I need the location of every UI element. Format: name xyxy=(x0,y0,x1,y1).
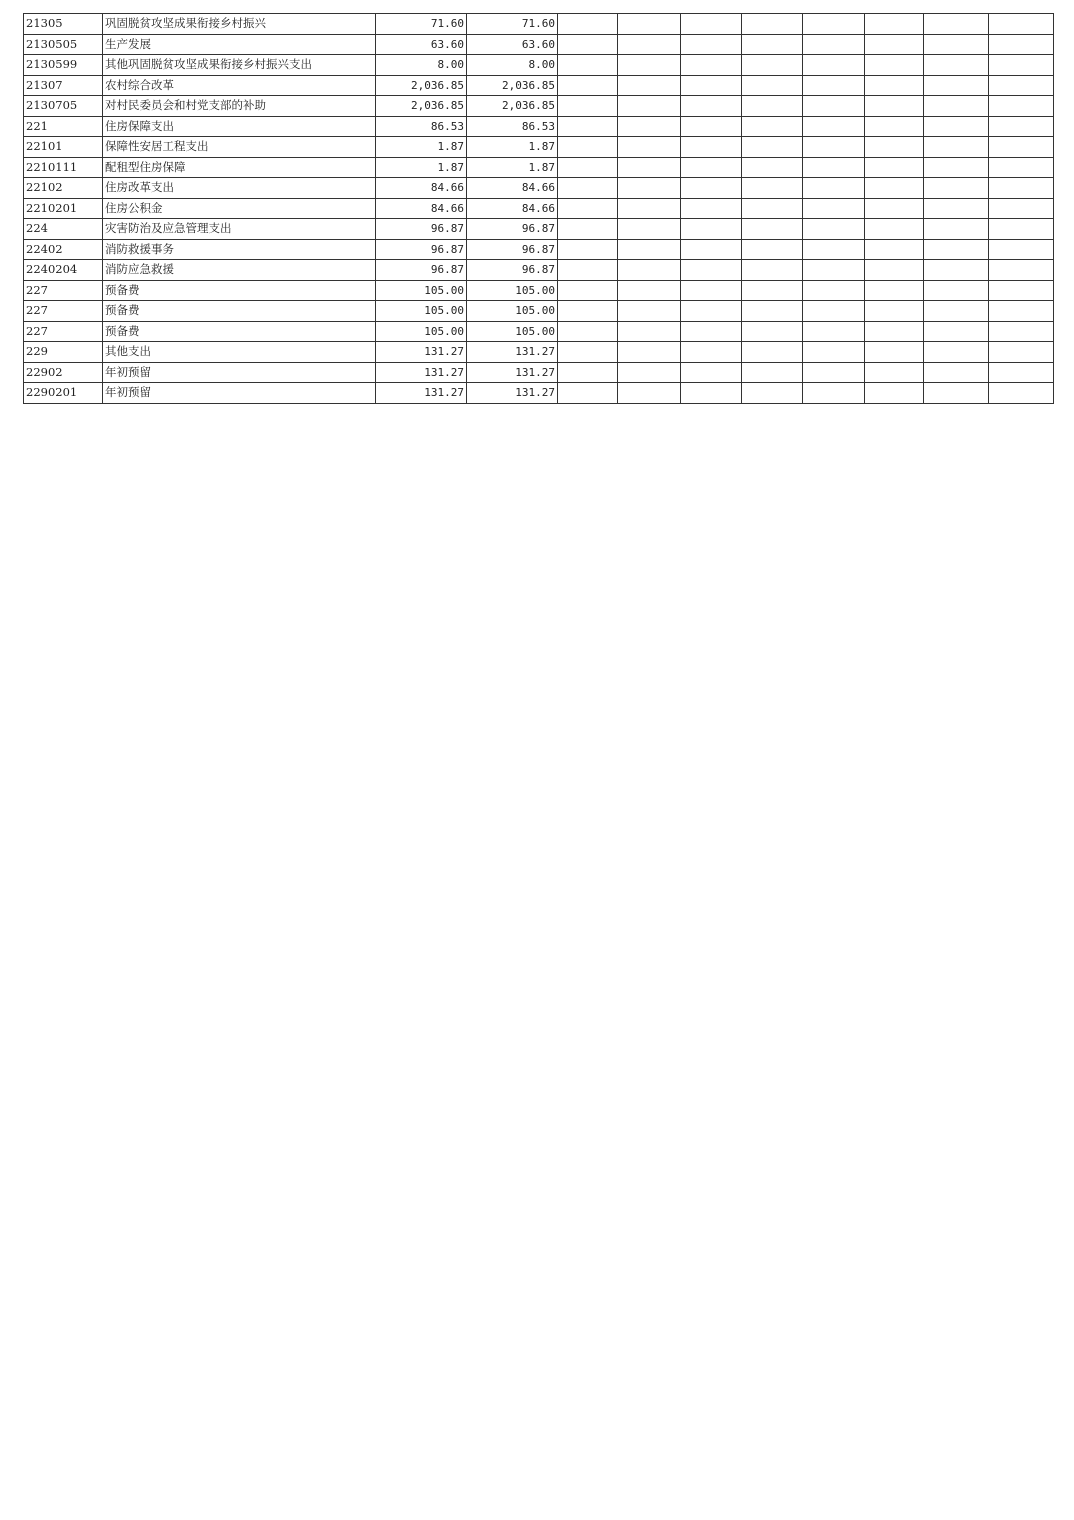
empty-cell xyxy=(989,34,1054,55)
subject-code-cell: 227 xyxy=(24,301,103,322)
empty-cell xyxy=(618,55,681,76)
empty-cell xyxy=(803,14,865,35)
subject-code-cell: 2240204 xyxy=(24,260,103,281)
table-row xyxy=(24,321,1054,342)
empty-cell xyxy=(865,342,924,363)
empty-cell xyxy=(865,137,924,158)
total-amount-cell: 84.66 xyxy=(376,198,467,219)
empty-cell xyxy=(803,34,865,55)
subject-code-cell: 2130599 xyxy=(24,55,103,76)
amount-cell: 63.60 xyxy=(467,34,558,55)
subject-code-cell: 2210201 xyxy=(24,198,103,219)
empty-cell xyxy=(742,301,803,322)
subject-code-cell: 22102 xyxy=(24,178,103,199)
empty-cell xyxy=(803,301,865,322)
subject-code-cell: 21307 xyxy=(24,75,103,96)
subject-code-cell: 227 xyxy=(24,321,103,342)
empty-cell xyxy=(803,178,865,199)
table-row xyxy=(24,260,1054,281)
amount-cell: 84.66 xyxy=(467,178,558,199)
table-row xyxy=(24,55,1054,76)
empty-cell xyxy=(924,342,989,363)
empty-cell xyxy=(742,362,803,383)
total-amount-cell: 105.00 xyxy=(376,301,467,322)
empty-cell xyxy=(618,260,681,281)
empty-cell xyxy=(803,137,865,158)
subject-code-cell: 22101 xyxy=(24,137,103,158)
empty-cell xyxy=(681,219,742,240)
empty-cell xyxy=(742,34,803,55)
empty-cell xyxy=(558,14,618,35)
subject-code-cell: 21305 xyxy=(24,14,103,35)
empty-cell xyxy=(742,239,803,260)
empty-cell xyxy=(989,301,1054,322)
empty-cell xyxy=(742,14,803,35)
empty-cell xyxy=(618,342,681,363)
empty-cell xyxy=(865,219,924,240)
empty-cell xyxy=(865,178,924,199)
amount-cell: 96.87 xyxy=(467,260,558,281)
table-row xyxy=(24,383,1054,404)
empty-cell xyxy=(558,362,618,383)
total-amount-cell: 131.27 xyxy=(376,362,467,383)
total-amount-cell: 105.00 xyxy=(376,280,467,301)
empty-cell xyxy=(803,219,865,240)
empty-cell xyxy=(742,260,803,281)
amount-cell: 131.27 xyxy=(467,383,558,404)
empty-cell xyxy=(742,75,803,96)
empty-cell xyxy=(803,75,865,96)
table-row xyxy=(24,157,1054,178)
total-amount-cell: 86.53 xyxy=(376,116,467,137)
empty-cell xyxy=(681,178,742,199)
empty-cell xyxy=(558,280,618,301)
empty-cell xyxy=(558,198,618,219)
empty-cell xyxy=(681,198,742,219)
empty-cell xyxy=(924,157,989,178)
empty-cell xyxy=(558,383,618,404)
subject-name-cell: 巩固脱贫攻坚成果衔接乡村振兴 xyxy=(103,14,376,35)
empty-cell xyxy=(618,116,681,137)
empty-cell xyxy=(803,260,865,281)
empty-cell xyxy=(681,96,742,117)
empty-cell xyxy=(742,96,803,117)
amount-cell: 2,036.85 xyxy=(467,96,558,117)
total-amount-cell: 63.60 xyxy=(376,34,467,55)
empty-cell xyxy=(618,157,681,178)
empty-cell xyxy=(989,239,1054,260)
amount-cell: 96.87 xyxy=(467,239,558,260)
amount-cell: 131.27 xyxy=(467,342,558,363)
empty-cell xyxy=(989,137,1054,158)
empty-cell xyxy=(681,280,742,301)
subject-name-cell: 预备费 xyxy=(103,301,376,322)
empty-cell xyxy=(803,157,865,178)
empty-cell xyxy=(924,55,989,76)
empty-cell xyxy=(989,383,1054,404)
subject-name-cell: 灾害防治及应急管理支出 xyxy=(103,219,376,240)
empty-cell xyxy=(742,342,803,363)
empty-cell xyxy=(558,96,618,117)
subject-name-cell: 住房保障支出 xyxy=(103,116,376,137)
table-row xyxy=(24,280,1054,301)
amount-cell: 84.66 xyxy=(467,198,558,219)
empty-cell xyxy=(558,178,618,199)
amount-cell: 86.53 xyxy=(467,116,558,137)
empty-cell xyxy=(989,280,1054,301)
empty-cell xyxy=(803,116,865,137)
empty-cell xyxy=(681,301,742,322)
empty-cell xyxy=(924,34,989,55)
empty-cell xyxy=(989,362,1054,383)
empty-cell xyxy=(865,55,924,76)
empty-cell xyxy=(803,198,865,219)
subject-code-cell: 2290201 xyxy=(24,383,103,404)
empty-cell xyxy=(989,116,1054,137)
empty-cell xyxy=(558,116,618,137)
empty-cell xyxy=(681,137,742,158)
empty-cell xyxy=(742,178,803,199)
empty-cell xyxy=(989,178,1054,199)
amount-cell: 71.60 xyxy=(467,14,558,35)
empty-cell xyxy=(618,137,681,158)
empty-cell xyxy=(742,219,803,240)
subject-name-cell: 预备费 xyxy=(103,321,376,342)
empty-cell xyxy=(618,383,681,404)
subject-name-cell: 对村民委员会和村党支部的补助 xyxy=(103,96,376,117)
total-amount-cell: 2,036.85 xyxy=(376,75,467,96)
empty-cell xyxy=(865,34,924,55)
table-row xyxy=(24,116,1054,137)
subject-code-cell: 221 xyxy=(24,116,103,137)
table-row xyxy=(24,301,1054,322)
empty-cell xyxy=(618,198,681,219)
empty-cell xyxy=(618,219,681,240)
table-row xyxy=(24,178,1054,199)
empty-cell xyxy=(803,383,865,404)
total-amount-cell: 96.87 xyxy=(376,260,467,281)
subject-code-cell: 2130505 xyxy=(24,34,103,55)
total-amount-cell: 96.87 xyxy=(376,219,467,240)
empty-cell xyxy=(865,239,924,260)
empty-cell xyxy=(865,198,924,219)
empty-cell xyxy=(989,198,1054,219)
subject-name-cell: 保障性安居工程支出 xyxy=(103,137,376,158)
empty-cell xyxy=(681,260,742,281)
empty-cell xyxy=(989,14,1054,35)
empty-cell xyxy=(681,239,742,260)
amount-cell: 96.87 xyxy=(467,219,558,240)
subject-code-cell: 2130705 xyxy=(24,96,103,117)
empty-cell xyxy=(742,321,803,342)
empty-cell xyxy=(681,34,742,55)
empty-cell xyxy=(558,219,618,240)
empty-cell xyxy=(924,239,989,260)
empty-cell xyxy=(989,157,1054,178)
empty-cell xyxy=(924,321,989,342)
empty-cell xyxy=(989,55,1054,76)
empty-cell xyxy=(558,260,618,281)
empty-cell xyxy=(803,55,865,76)
subject-name-cell: 消防救援事务 xyxy=(103,239,376,260)
subject-name-cell: 年初预留 xyxy=(103,362,376,383)
empty-cell xyxy=(618,14,681,35)
empty-cell xyxy=(989,342,1054,363)
total-amount-cell: 8.00 xyxy=(376,55,467,76)
empty-cell xyxy=(618,301,681,322)
empty-cell xyxy=(681,75,742,96)
empty-cell xyxy=(558,239,618,260)
empty-cell xyxy=(865,301,924,322)
total-amount-cell: 1.87 xyxy=(376,137,467,158)
subject-name-cell: 预备费 xyxy=(103,280,376,301)
empty-cell xyxy=(681,383,742,404)
empty-cell xyxy=(924,280,989,301)
amount-cell: 105.00 xyxy=(467,280,558,301)
empty-cell xyxy=(618,280,681,301)
empty-cell xyxy=(803,362,865,383)
empty-cell xyxy=(865,260,924,281)
empty-cell xyxy=(618,321,681,342)
amount-cell: 105.00 xyxy=(467,301,558,322)
empty-cell xyxy=(742,157,803,178)
subject-name-cell: 生产发展 xyxy=(103,34,376,55)
table-row xyxy=(24,14,1054,35)
subject-code-cell: 229 xyxy=(24,342,103,363)
empty-cell xyxy=(742,116,803,137)
empty-cell xyxy=(924,137,989,158)
empty-cell xyxy=(989,219,1054,240)
table-row xyxy=(24,198,1054,219)
table-body xyxy=(24,14,1054,404)
table-row xyxy=(24,75,1054,96)
empty-cell xyxy=(681,157,742,178)
empty-cell xyxy=(618,75,681,96)
total-amount-cell: 2,036.85 xyxy=(376,96,467,117)
table-row xyxy=(24,342,1054,363)
empty-cell xyxy=(865,321,924,342)
empty-cell xyxy=(618,178,681,199)
subject-name-cell: 住房公积金 xyxy=(103,198,376,219)
empty-cell xyxy=(618,362,681,383)
empty-cell xyxy=(681,362,742,383)
empty-cell xyxy=(558,342,618,363)
empty-cell xyxy=(742,198,803,219)
empty-cell xyxy=(924,383,989,404)
empty-cell xyxy=(558,137,618,158)
empty-cell xyxy=(924,14,989,35)
subject-name-cell: 农村综合改革 xyxy=(103,75,376,96)
empty-cell xyxy=(924,75,989,96)
empty-cell xyxy=(803,342,865,363)
empty-cell xyxy=(803,321,865,342)
table-row xyxy=(24,137,1054,158)
total-amount-cell: 105.00 xyxy=(376,321,467,342)
empty-cell xyxy=(681,116,742,137)
empty-cell xyxy=(742,55,803,76)
empty-cell xyxy=(558,75,618,96)
empty-cell xyxy=(865,14,924,35)
subject-code-cell: 2210111 xyxy=(24,157,103,178)
table-row xyxy=(24,96,1054,117)
amount-cell: 2,036.85 xyxy=(467,75,558,96)
subject-name-cell: 其他巩固脱贫攻坚成果衔接乡村振兴支出 xyxy=(103,55,376,76)
table-row xyxy=(24,239,1054,260)
subject-code-cell: 227 xyxy=(24,280,103,301)
table-row xyxy=(24,219,1054,240)
empty-cell xyxy=(681,342,742,363)
amount-cell: 1.87 xyxy=(467,157,558,178)
empty-cell xyxy=(742,280,803,301)
empty-cell xyxy=(989,321,1054,342)
subject-code-cell: 22402 xyxy=(24,239,103,260)
empty-cell xyxy=(924,96,989,117)
empty-cell xyxy=(865,75,924,96)
table-row xyxy=(24,362,1054,383)
total-amount-cell: 131.27 xyxy=(376,342,467,363)
empty-cell xyxy=(558,321,618,342)
empty-cell xyxy=(865,280,924,301)
subject-name-cell: 其他支出 xyxy=(103,342,376,363)
subject-code-cell: 22902 xyxy=(24,362,103,383)
subject-name-cell: 年初预留 xyxy=(103,383,376,404)
empty-cell xyxy=(803,239,865,260)
empty-cell xyxy=(989,96,1054,117)
empty-cell xyxy=(558,301,618,322)
amount-cell: 8.00 xyxy=(467,55,558,76)
total-amount-cell: 131.27 xyxy=(376,383,467,404)
subject-name-cell: 住房改革支出 xyxy=(103,178,376,199)
total-amount-cell: 1.87 xyxy=(376,157,467,178)
empty-cell xyxy=(865,383,924,404)
empty-cell xyxy=(924,362,989,383)
empty-cell xyxy=(803,96,865,117)
empty-cell xyxy=(989,260,1054,281)
empty-cell xyxy=(558,34,618,55)
empty-cell xyxy=(924,116,989,137)
empty-cell xyxy=(681,14,742,35)
empty-cell xyxy=(742,137,803,158)
empty-cell xyxy=(558,55,618,76)
amount-cell: 1.87 xyxy=(467,137,558,158)
empty-cell xyxy=(924,219,989,240)
empty-cell xyxy=(803,280,865,301)
amount-cell: 105.00 xyxy=(467,321,558,342)
empty-cell xyxy=(865,96,924,117)
empty-cell xyxy=(989,75,1054,96)
table-row xyxy=(24,34,1054,55)
empty-cell xyxy=(924,301,989,322)
empty-cell xyxy=(558,157,618,178)
empty-cell xyxy=(865,157,924,178)
empty-cell xyxy=(924,260,989,281)
subject-name-cell: 配租型住房保障 xyxy=(103,157,376,178)
empty-cell xyxy=(681,321,742,342)
empty-cell xyxy=(618,239,681,260)
empty-cell xyxy=(618,34,681,55)
subject-code-cell: 224 xyxy=(24,219,103,240)
total-amount-cell: 71.60 xyxy=(376,14,467,35)
amount-cell: 131.27 xyxy=(467,362,558,383)
total-amount-cell: 96.87 xyxy=(376,239,467,260)
empty-cell xyxy=(681,55,742,76)
empty-cell xyxy=(618,96,681,117)
empty-cell xyxy=(742,383,803,404)
empty-cell xyxy=(865,116,924,137)
empty-cell xyxy=(924,198,989,219)
total-amount-cell: 84.66 xyxy=(376,178,467,199)
budget-table xyxy=(23,13,1054,404)
empty-cell xyxy=(865,362,924,383)
empty-cell xyxy=(924,178,989,199)
subject-name-cell: 消防应急救援 xyxy=(103,260,376,281)
